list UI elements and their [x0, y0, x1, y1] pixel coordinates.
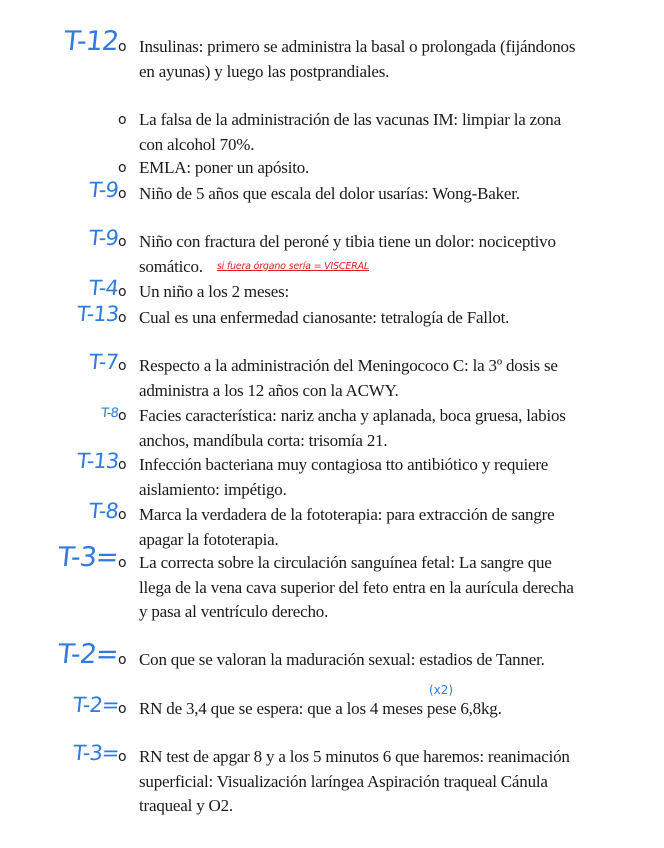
item-text-main: Niño con fractura del peroné y tibia tiene un dolor: nociceptivo somático. — [139, 232, 556, 276]
bullet: o — [118, 160, 127, 176]
handwritten-tag: T-9 — [87, 178, 120, 202]
bullet: o — [118, 39, 127, 55]
handwritten-tag: T-7 — [87, 350, 120, 374]
item-text: RN de 3,4 que se espera: que a los 4 meses pese 6,8kg. — [139, 699, 502, 718]
handwritten-tag: T-3= — [56, 542, 120, 573]
handwritten-tag: T-9 — [87, 226, 120, 250]
bullet: o — [118, 457, 127, 473]
item-text: RN test de apgar 8 y a los 5 minutos 6 que haremos: reanimación superficial: Visualización laríngea Aspiración traqueal Cánula traqueal y O2. — [139, 747, 570, 815]
item-text: Respecto a la administración del Meningococo C: la 3º dosis se administra a los 12 años con la ACWY. — [139, 356, 558, 400]
item-text: Con que se valoran la maduración sexual: estadios de Tanner. — [139, 650, 545, 669]
item-text: Infección bacteriana muy contagiosa tto antibiótico y requiere aislamiento: impétigo. — [139, 455, 549, 499]
item-text — [139, 230, 579, 279]
bullet: o — [118, 310, 127, 326]
item-text: La falsa de la administración de las vacunas IM: limpiar la zona con alcohol 70%. — [139, 110, 561, 154]
handwritten-tag: T-3= — [71, 741, 120, 765]
item-text: Facies característica: nariz ancha y aplanada, boca gruesa, labios anchos, mandíbula corta: trisomía 21. — [139, 406, 566, 450]
handwritten-tag: T-2= — [71, 693, 120, 717]
item-text: La correcta sobre la circulación sanguínea fetal: La sangre que llega de la vena cava superior del feto entra en la aurícula derecha y pasa al ventrículo derecho. — [139, 553, 574, 621]
handwritten-tag: T-13 — [75, 449, 120, 473]
item-text: Cual es una enfermedad cianosante: tetralogía de Fallot. — [139, 308, 510, 327]
handwritten-note: si fuera órgano sería = VISCERAL — [216, 260, 369, 272]
handwritten-tag: T-13 — [75, 302, 120, 326]
bullet: o — [118, 358, 127, 374]
handwritten-tag: T-8 — [100, 406, 119, 421]
bullet: o — [118, 701, 127, 717]
item-text: Niño de 5 años que escala del dolor usarías: Wong-Baker. — [139, 184, 520, 203]
handwritten-tag: T-12 — [62, 26, 120, 57]
item-text: Un niño a los 2 meses: — [139, 282, 290, 301]
handwritten-annotation: (x2) — [429, 683, 454, 697]
bullet: o — [118, 749, 127, 765]
bullet: o — [118, 234, 127, 250]
handwritten-tag: T-4 — [87, 276, 120, 300]
item-text: Marca la verdadera de la fototerapia: para extracción de sangre apagar la fototerapia. — [139, 505, 555, 549]
bullet: o — [118, 112, 127, 128]
bullet: o — [118, 507, 127, 523]
bullet: o — [118, 408, 127, 424]
handwritten-tag: T-8 — [87, 499, 120, 523]
bullet: o — [118, 186, 127, 202]
item-text: EMLA: poner un apósito. — [139, 158, 310, 177]
bullet: o — [118, 652, 127, 668]
bullet: o — [118, 284, 127, 300]
bullet: o — [118, 555, 127, 571]
handwritten-tag: T-2= — [56, 639, 120, 670]
item-text: Insulinas: primero se administra la basal o prolongada (fijándonos en ayunas) y luego las postprandiales. — [139, 37, 576, 81]
